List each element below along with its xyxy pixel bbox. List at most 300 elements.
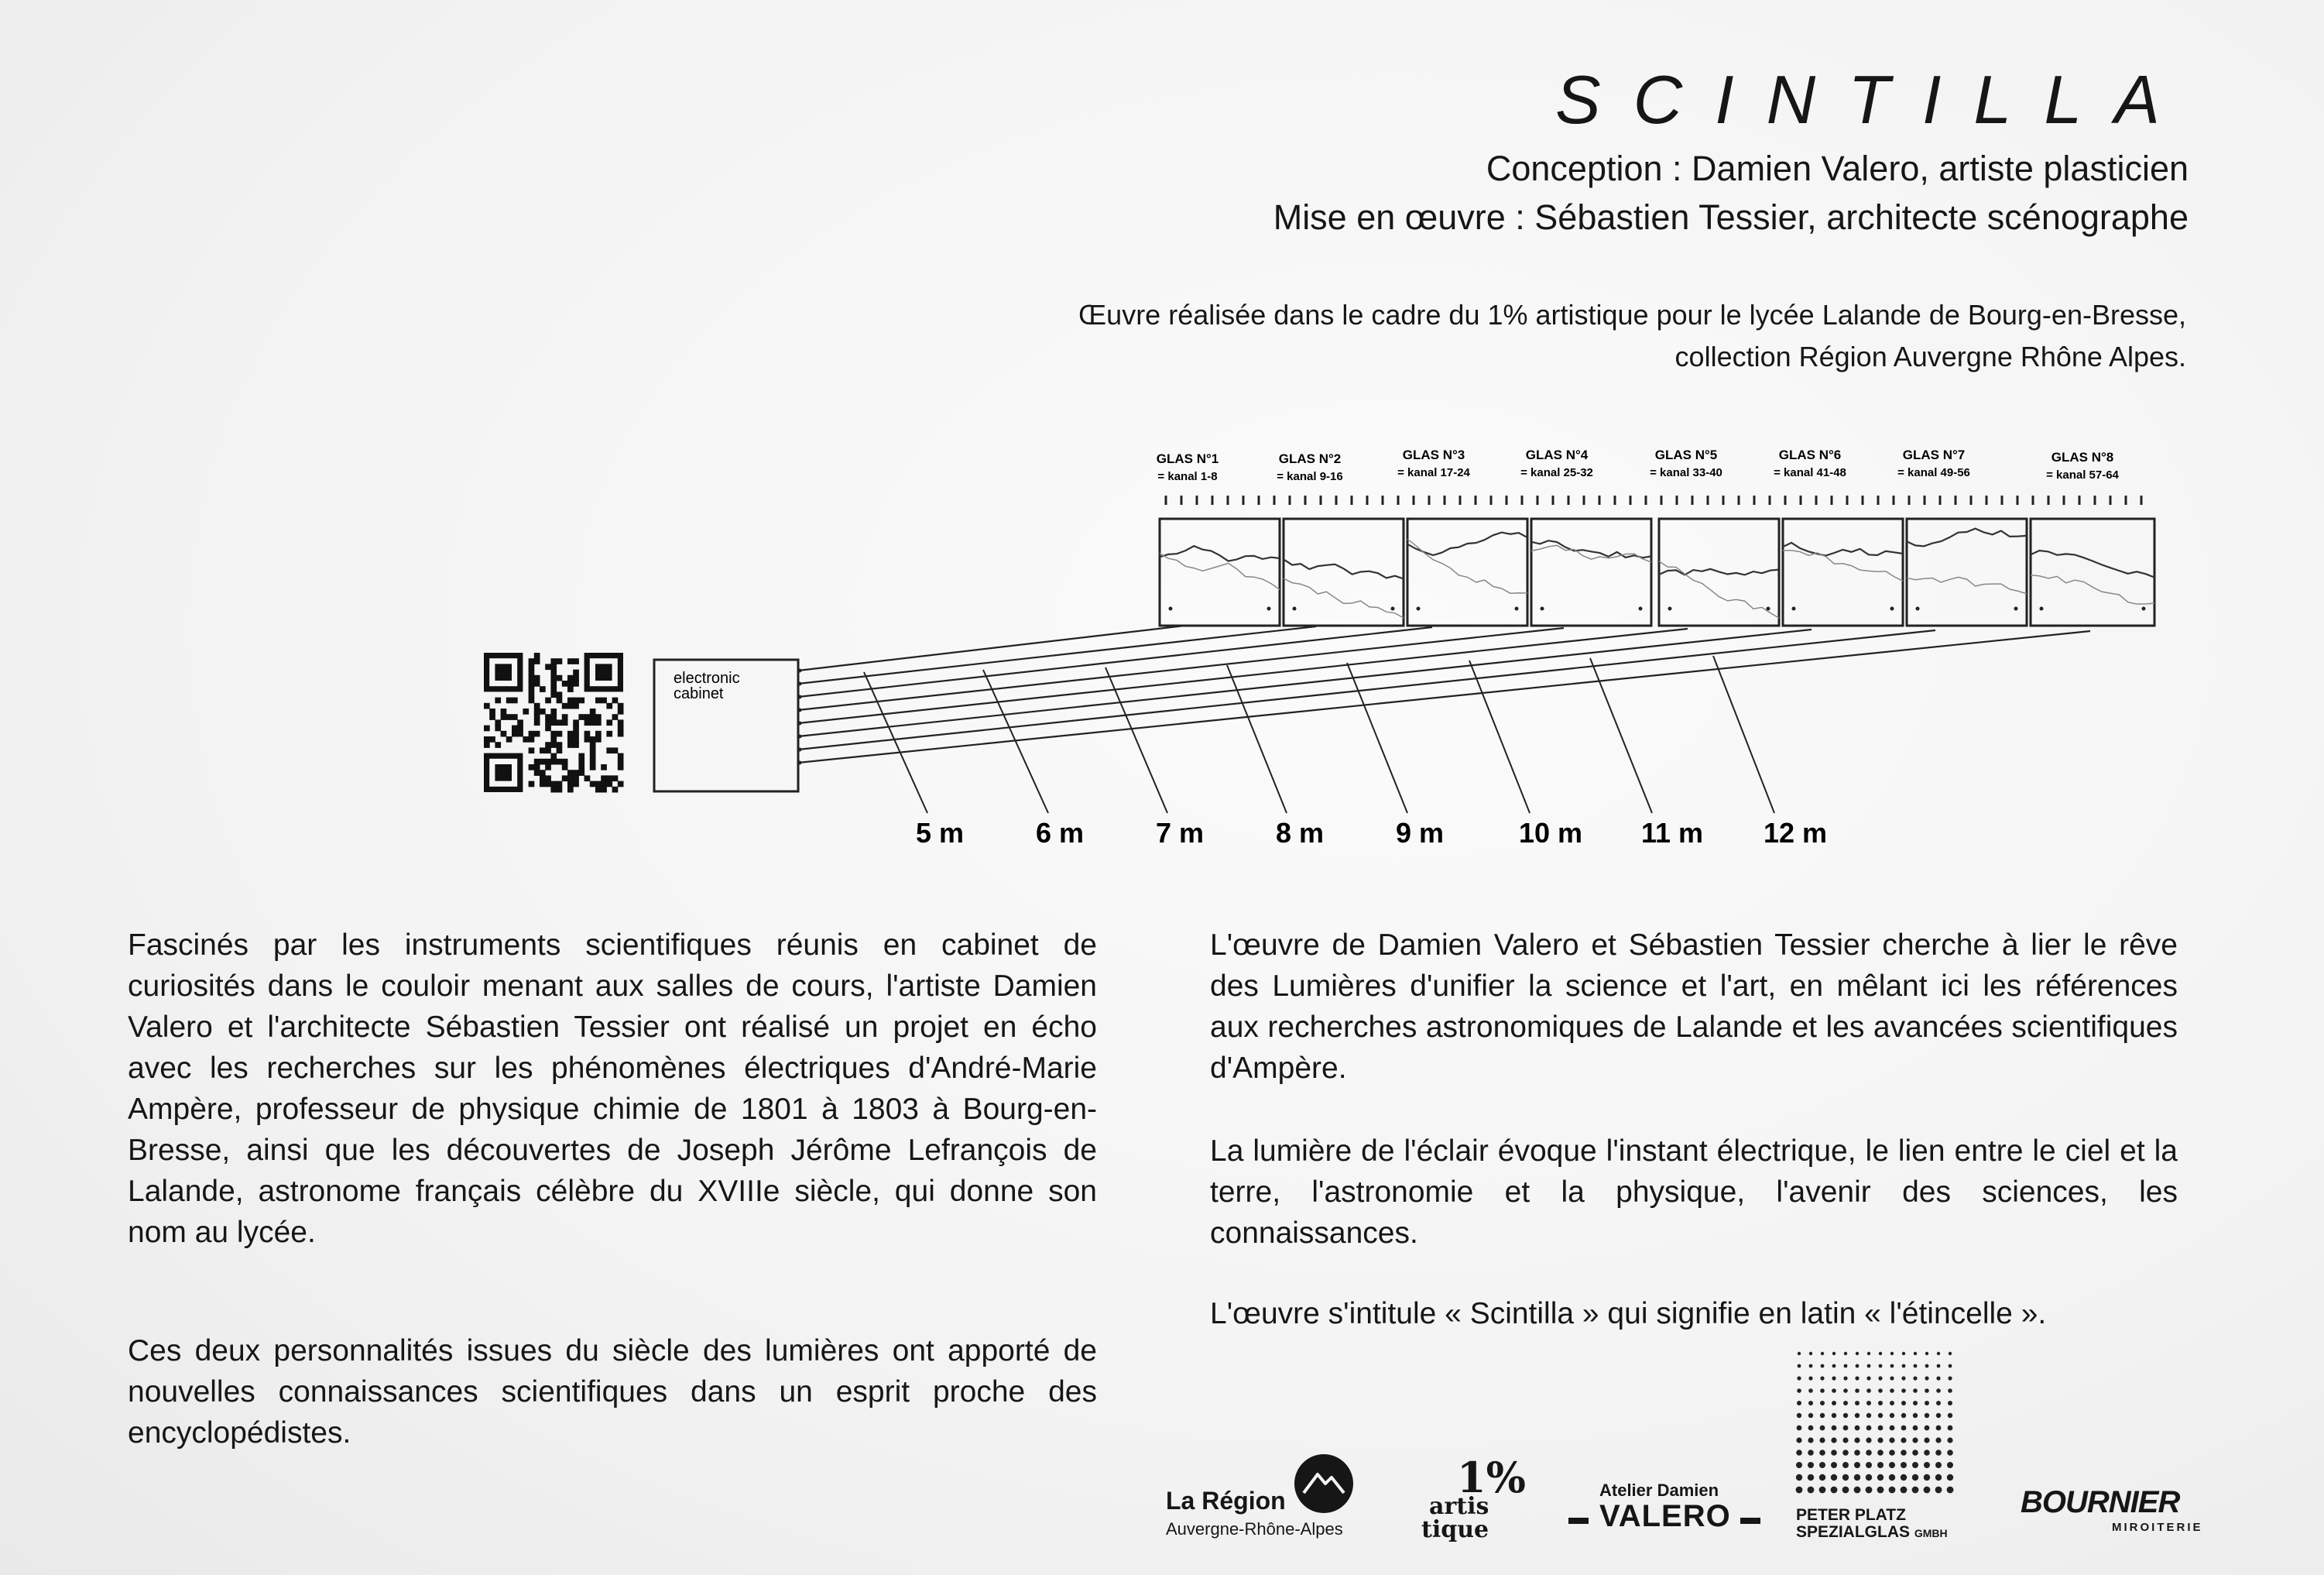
conception-credit: Conception : Damien Valero, artiste plasticien xyxy=(1486,149,2189,188)
grid-dot xyxy=(1913,1401,1918,1405)
glass-8-name: GLAS N°8 xyxy=(2051,450,2114,465)
grid-dot xyxy=(1831,1474,1837,1481)
qr-module xyxy=(545,775,551,781)
qr-module xyxy=(506,698,512,704)
grid-dot xyxy=(1797,1413,1801,1418)
grid-dot xyxy=(1913,1388,1918,1393)
page-title: SCINTILLA xyxy=(1554,61,2192,138)
qr-module xyxy=(557,731,563,737)
qr-module xyxy=(529,781,535,788)
qr-module xyxy=(595,736,602,743)
grid-dot xyxy=(1866,1401,1871,1405)
grid-dot xyxy=(1948,1413,1952,1418)
grid-dot xyxy=(1831,1437,1836,1443)
panel-dot xyxy=(1792,607,1796,611)
qr-module xyxy=(540,775,546,781)
qr-module xyxy=(534,681,540,687)
qr-module xyxy=(573,775,579,781)
grid-dot xyxy=(1878,1388,1883,1393)
grid-dot xyxy=(1901,1450,1907,1456)
grid-dot xyxy=(1912,1474,1918,1481)
grid-dot xyxy=(1832,1413,1836,1418)
glass-2-name: GLAS N°2 xyxy=(1278,451,1342,466)
qr-module xyxy=(612,698,619,704)
qr-module xyxy=(562,775,568,781)
grid-dot xyxy=(1947,1450,1953,1456)
panel-dot xyxy=(1639,607,1643,611)
glass-6-channels: = kanal 41-48 xyxy=(1774,466,1846,479)
qr-module xyxy=(501,714,507,720)
left-paragraph-1: Fascinés par les instruments scientifiques réunis en cabinet de curiosités dans le couloir menant aux salles de cours, l'artiste Damien Valero et l'architecte Sébastien Tessier ont réalisé un projet en écho avec les recherches sur les phénomènes électriques d'André-Marie Ampère, professeur de physique chimie de 1801 à 1803 à Bourg-en-Bresse, ainsi que les découvertes de Joseph Jérôme Lefrançois de Lalande, astronome français célèbre du XVIIIe siècle, qui donne son nom au lycée. xyxy=(128,928,1097,1249)
lightning-line xyxy=(1407,539,1527,593)
grid-dot xyxy=(1796,1474,1802,1481)
grid-dot xyxy=(1855,1388,1860,1393)
qr-module xyxy=(573,781,579,788)
grid-dot xyxy=(1842,1437,1848,1443)
grid-dot xyxy=(1924,1450,1930,1456)
qr-module xyxy=(550,719,557,726)
qr-module xyxy=(529,664,535,670)
grid-dot xyxy=(1866,1487,1873,1494)
qr-module xyxy=(529,670,535,676)
distance-label-8m: 8 m xyxy=(1276,817,1325,849)
distance-line xyxy=(864,672,927,813)
grid-dot xyxy=(1844,1352,1847,1355)
qr-module xyxy=(573,736,579,743)
glass-1-name: GLAS N°1 xyxy=(1156,451,1219,466)
grid-dot xyxy=(1854,1437,1860,1443)
grid-dot xyxy=(1866,1426,1872,1431)
grid-dot xyxy=(1912,1437,1918,1443)
distance-label-12m: 12 m xyxy=(1764,817,1828,849)
grid-dot xyxy=(1890,1388,1894,1393)
qr-module xyxy=(557,698,563,704)
qr-module xyxy=(612,714,619,720)
glass-7-channels: = kanal 49-56 xyxy=(1897,466,1970,479)
qr-module xyxy=(562,764,568,770)
grid-dot xyxy=(1796,1462,1802,1468)
qr-module xyxy=(567,736,574,743)
valero-dash-left xyxy=(1568,1518,1589,1524)
panel-dot xyxy=(1541,607,1544,611)
qr-module xyxy=(534,770,540,776)
grid-dot xyxy=(1924,1462,1930,1468)
qr-module xyxy=(562,681,568,687)
qr-module xyxy=(529,736,535,743)
grid-dot xyxy=(1820,1388,1825,1393)
lightning-line xyxy=(2031,575,2154,604)
qr-module xyxy=(495,719,501,726)
qr-module xyxy=(562,714,568,720)
grid-dot xyxy=(1855,1426,1860,1431)
qr-module xyxy=(562,759,568,765)
qr-module xyxy=(517,731,523,737)
qr-module xyxy=(567,731,574,737)
lightning-line xyxy=(1783,543,1903,556)
qr-module xyxy=(612,787,619,793)
qr-module xyxy=(484,703,490,709)
qr-module xyxy=(606,747,612,753)
grid-dot xyxy=(1878,1426,1884,1431)
cable-end-dot xyxy=(798,748,802,752)
qr-module xyxy=(584,731,591,737)
qr-module xyxy=(595,719,602,726)
grid-dot xyxy=(1856,1364,1860,1368)
qr-module xyxy=(517,726,523,732)
grid-dot xyxy=(1877,1487,1884,1494)
grid-dot xyxy=(1866,1474,1872,1481)
grid-dot xyxy=(1842,1474,1849,1481)
qr-module xyxy=(529,698,535,704)
grid-dot xyxy=(1878,1401,1883,1405)
qr-module xyxy=(590,781,596,788)
grid-dot xyxy=(1949,1364,1952,1368)
distance-line xyxy=(1590,658,1652,813)
grid-dot xyxy=(1901,1487,1908,1494)
panel-dot xyxy=(2142,607,2146,611)
glass-3-channels: = kanal 17-24 xyxy=(1397,466,1470,479)
cable-line xyxy=(798,631,2090,763)
grid-dot xyxy=(1797,1388,1801,1393)
lightning-line xyxy=(1284,559,1404,578)
context-note-line-1: Œuvre réalisée dans le cadre du 1% artistique pour le lycée Lalande de Bourg-en-Bresse, xyxy=(1078,299,2186,331)
qr-module xyxy=(550,691,557,698)
panel-dot xyxy=(1767,607,1770,611)
grid-dot xyxy=(1855,1401,1860,1405)
grid-dot xyxy=(1948,1426,1953,1431)
grid-dot xyxy=(1912,1450,1918,1456)
qr-module xyxy=(534,719,540,726)
qr-module xyxy=(573,770,579,776)
grid-dot xyxy=(1866,1388,1871,1393)
glass-4-name: GLAS N°4 xyxy=(1525,448,1589,462)
grid-dot xyxy=(1843,1413,1848,1418)
bournier-subtitle: MIROITERIE xyxy=(2112,1521,2203,1534)
grid-dot xyxy=(1820,1413,1825,1418)
grid-dot xyxy=(1796,1487,1803,1494)
grid-dot xyxy=(1854,1474,1860,1481)
qr-module xyxy=(578,698,584,704)
glass-6-name: GLAS N°6 xyxy=(1778,448,1842,462)
panel-dot xyxy=(1916,607,1920,611)
qr-module xyxy=(567,698,574,704)
glass-panel xyxy=(1783,519,1903,626)
cable-end-dot xyxy=(798,709,802,712)
grid-dot xyxy=(1832,1376,1836,1380)
qr-finder-core xyxy=(495,764,512,781)
qr-module xyxy=(578,753,584,760)
cable-end-dot xyxy=(798,735,802,739)
qr-module xyxy=(501,731,507,737)
qr-module xyxy=(584,714,591,720)
grid-dot xyxy=(1925,1376,1928,1380)
grid-dot xyxy=(1890,1352,1894,1355)
grid-dot xyxy=(1879,1364,1883,1368)
distance-label-9m: 9 m xyxy=(1396,817,1445,849)
qr-module xyxy=(590,759,596,765)
grid-dot xyxy=(1948,1388,1952,1393)
grid-dot xyxy=(1808,1413,1813,1418)
grid-dot xyxy=(1878,1413,1883,1418)
qr-module xyxy=(618,781,624,788)
glass-panel xyxy=(1407,519,1527,626)
qr-module xyxy=(545,759,551,765)
qr-module xyxy=(573,698,579,704)
valero-top-text: Atelier Damien xyxy=(1599,1481,1719,1500)
grid-dot xyxy=(1819,1474,1825,1481)
cable-line xyxy=(798,627,1432,697)
grid-dot xyxy=(1949,1352,1952,1355)
grid-dot xyxy=(1854,1462,1860,1468)
qr-module xyxy=(606,731,612,737)
glass-7-name: GLAS N°7 xyxy=(1902,448,1966,462)
panel-dot xyxy=(1515,607,1519,611)
distance-line xyxy=(1469,661,1530,813)
cable-end-dot xyxy=(798,761,802,765)
distance-line xyxy=(1713,656,1774,813)
channel-tick-row xyxy=(1166,496,2141,505)
qr-module xyxy=(590,714,596,720)
grid-dot xyxy=(1925,1388,1929,1393)
lightning-line xyxy=(1160,546,1280,561)
grid-dot xyxy=(1901,1401,1906,1405)
qr-module xyxy=(489,736,495,743)
qr-module xyxy=(545,764,551,770)
grid-dot xyxy=(1808,1487,1815,1494)
panel-dot xyxy=(1391,607,1395,611)
grid-dot xyxy=(1844,1364,1848,1368)
qr-module xyxy=(567,675,574,681)
grid-dot xyxy=(1936,1426,1942,1431)
qr-module xyxy=(529,658,535,664)
qr-module xyxy=(567,703,574,709)
dot-grid-icon xyxy=(1793,1347,1963,1502)
qr-module xyxy=(573,681,579,687)
cable-line xyxy=(798,628,1564,710)
qr-module xyxy=(578,770,584,776)
grid-dot xyxy=(1856,1352,1859,1355)
peter-platz-name xyxy=(1796,1507,1948,1542)
grid-dot xyxy=(1889,1487,1896,1494)
qr-module xyxy=(595,787,602,793)
grid-dot xyxy=(1819,1487,1826,1494)
qr-module xyxy=(550,709,557,715)
grid-dot xyxy=(1843,1376,1847,1380)
grid-dot xyxy=(1947,1437,1952,1443)
glass-5-name: GLAS N°5 xyxy=(1654,448,1718,462)
qr-module xyxy=(550,759,557,765)
qr-module xyxy=(590,742,596,748)
distance-label-10m: 10 m xyxy=(1519,817,1583,849)
qr-module xyxy=(573,719,579,726)
qr-module xyxy=(567,770,574,776)
qr-module xyxy=(506,736,512,743)
grid-dot xyxy=(1809,1352,1812,1355)
distance-label-5m: 5 m xyxy=(916,817,965,849)
region-logo xyxy=(1166,1453,1367,1546)
grid-dot xyxy=(1820,1376,1824,1380)
qr-module xyxy=(567,787,574,793)
grid-dot xyxy=(1902,1364,1906,1368)
panel-dot xyxy=(2014,607,2018,611)
qr-module xyxy=(567,775,574,781)
grid-dot xyxy=(1854,1450,1860,1456)
panel-dot xyxy=(1668,607,1672,611)
qr-module xyxy=(545,664,551,670)
grid-dot xyxy=(1866,1413,1871,1418)
grid-dot xyxy=(1936,1413,1941,1418)
grid-dot xyxy=(1797,1401,1801,1405)
qr-module xyxy=(545,726,551,732)
grid-dot xyxy=(1854,1487,1861,1494)
grid-dot xyxy=(1901,1474,1907,1481)
panel-dot xyxy=(1267,607,1271,611)
qr-module xyxy=(601,775,607,781)
qr-module xyxy=(584,775,591,781)
grid-dot xyxy=(1935,1437,1941,1443)
qr-module xyxy=(529,691,535,698)
lightning-line xyxy=(1783,551,1903,581)
grid-dot xyxy=(1797,1426,1802,1431)
grid-dot xyxy=(1901,1437,1906,1443)
qr-module xyxy=(512,731,518,737)
lightning-line xyxy=(2031,551,2154,578)
qr-module xyxy=(545,698,551,704)
qr-module xyxy=(540,770,546,776)
qr-module xyxy=(606,781,612,788)
qr-module xyxy=(529,686,535,692)
atelier-valero-logo xyxy=(1568,1481,1762,1542)
qr-module xyxy=(495,742,501,748)
qr-module xyxy=(612,775,619,781)
grid-dot xyxy=(1925,1426,1930,1431)
qr-module xyxy=(562,719,568,726)
qr-module xyxy=(489,709,495,715)
glass-panel xyxy=(1284,519,1404,626)
grid-dot xyxy=(1935,1462,1942,1468)
glass-panel xyxy=(1531,519,1651,626)
qr-module xyxy=(550,781,557,788)
panel-dot xyxy=(1293,607,1297,611)
qr-module xyxy=(567,681,574,687)
qr-module xyxy=(550,742,557,748)
qr-module xyxy=(550,681,557,687)
grid-dot xyxy=(1935,1474,1942,1481)
qr-module xyxy=(495,698,501,704)
bournier-name: BOURNIER xyxy=(2021,1485,2180,1519)
cabinet-label-1: electronic xyxy=(674,670,740,687)
distance-label-7m: 7 m xyxy=(1156,817,1205,849)
qr-module xyxy=(601,764,607,770)
grid-dot xyxy=(1820,1426,1825,1431)
qr-module xyxy=(590,753,596,760)
grid-dot xyxy=(1855,1376,1859,1380)
lightning-line xyxy=(1531,545,1651,562)
qr-module xyxy=(567,686,574,692)
qr-module xyxy=(529,764,535,770)
grid-dot xyxy=(1889,1474,1895,1481)
qr-module xyxy=(534,653,540,659)
qr-module xyxy=(534,703,540,709)
qr-module xyxy=(573,670,579,676)
qr-module xyxy=(512,698,518,704)
qr-module xyxy=(595,781,602,788)
qr-module xyxy=(512,714,518,720)
platz-line-3: GMBH xyxy=(1914,1527,1948,1539)
qr-module xyxy=(529,681,535,687)
grid-dot xyxy=(1796,1437,1801,1443)
glass-panel xyxy=(1907,519,2027,626)
qr-module xyxy=(573,731,579,737)
qr-module xyxy=(557,691,563,698)
qr-module xyxy=(557,747,563,753)
grid-dot xyxy=(1925,1413,1929,1418)
grid-dot xyxy=(1925,1401,1929,1405)
grid-dot xyxy=(1890,1401,1894,1405)
qr-module xyxy=(618,731,624,737)
qr-module xyxy=(489,714,495,720)
glass-panels xyxy=(1160,519,2154,626)
grid-dot xyxy=(1866,1462,1872,1468)
qr-module xyxy=(540,686,546,692)
valero-dash-right xyxy=(1740,1518,1760,1524)
grid-dot xyxy=(1902,1352,1905,1355)
qr-module xyxy=(618,703,624,709)
qr-module xyxy=(550,686,557,692)
lightning-line xyxy=(1907,577,2027,594)
panel-dot xyxy=(1417,607,1421,611)
cable-end-dot xyxy=(798,695,802,699)
grid-dot xyxy=(1832,1388,1836,1393)
qr-module xyxy=(557,675,563,681)
lightning-line xyxy=(1659,561,1779,618)
qr-module xyxy=(523,709,529,715)
grid-dot xyxy=(1937,1352,1940,1355)
grid-dot xyxy=(1832,1401,1836,1405)
grid-dot xyxy=(1808,1401,1813,1405)
grid-dot xyxy=(1947,1462,1953,1468)
region-name: La Région xyxy=(1166,1487,1286,1515)
qr-code[interactable] xyxy=(484,653,624,793)
qr-module xyxy=(529,747,535,753)
qr-module xyxy=(545,719,551,726)
grid-dot xyxy=(1809,1364,1813,1368)
qr-module xyxy=(484,742,490,748)
distance-line xyxy=(1105,667,1167,813)
grid-dot xyxy=(1842,1462,1849,1468)
qr-module xyxy=(550,658,557,664)
cable-bundle xyxy=(798,626,2091,765)
grid-dot xyxy=(1855,1413,1860,1418)
grid-dot xyxy=(1912,1487,1919,1494)
grid-dot xyxy=(1798,1364,1801,1368)
glass-5-channels: = kanal 33-40 xyxy=(1650,466,1722,479)
lightning-line xyxy=(1284,578,1404,618)
qr-module xyxy=(534,764,540,770)
grid-dot xyxy=(1901,1376,1905,1380)
grid-dot xyxy=(1808,1462,1814,1468)
lightning-line xyxy=(1407,533,1527,555)
grid-dot xyxy=(1936,1401,1941,1405)
grid-dot xyxy=(1832,1352,1836,1355)
right-paragraph-3: L'œuvre s'intitule « Scintilla » qui signifie en latin « l'étincelle ». xyxy=(1210,1297,2047,1330)
cabinet-label-2: cabinet xyxy=(674,685,724,702)
qr-module xyxy=(584,736,591,743)
grid-dot xyxy=(1947,1487,1954,1494)
distance-lines xyxy=(864,656,1774,813)
grid-dot xyxy=(1843,1388,1848,1393)
qr-module xyxy=(618,709,624,715)
